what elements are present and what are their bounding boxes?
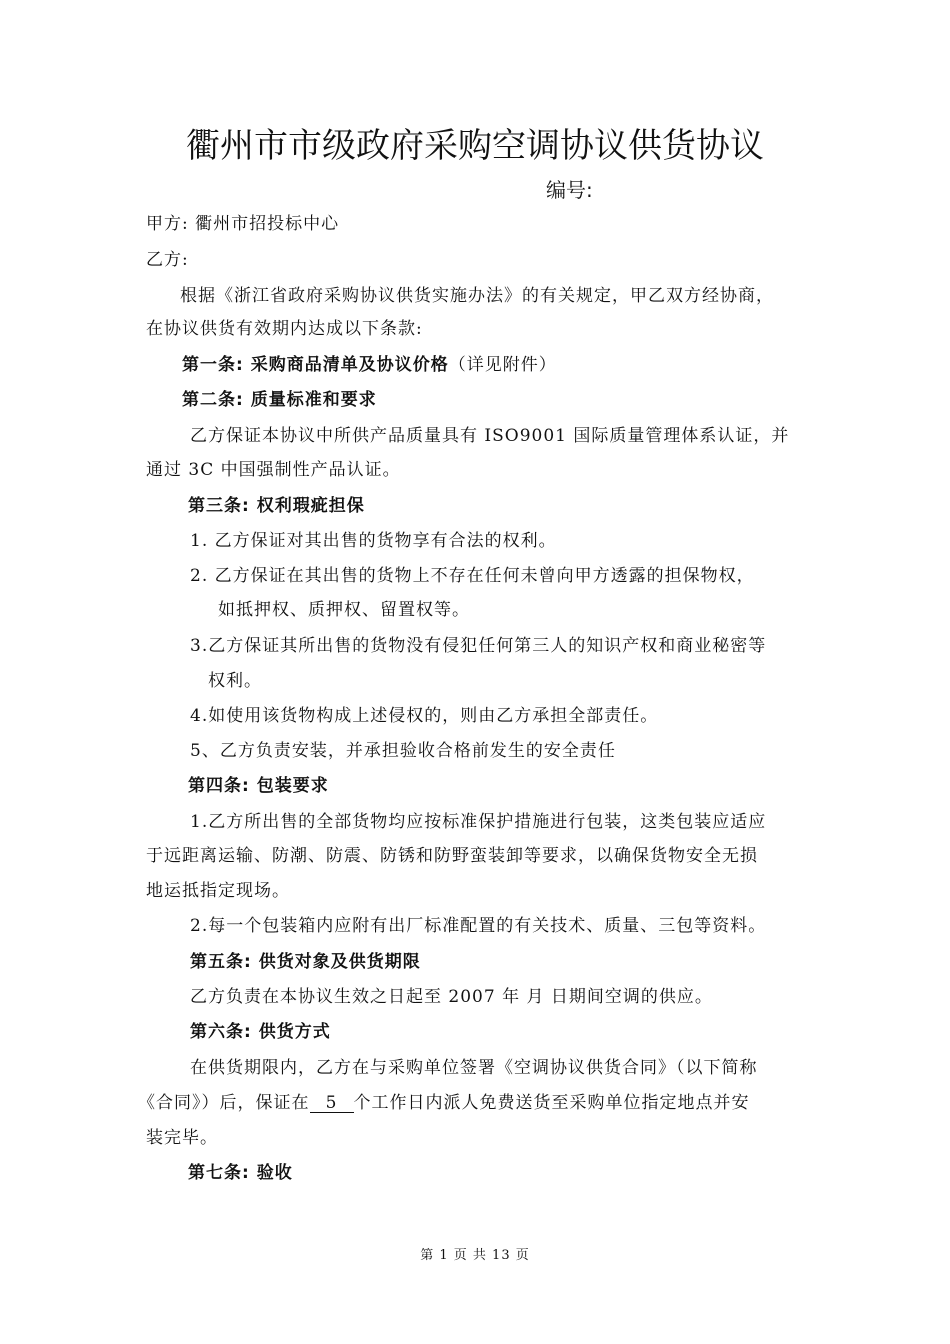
- delivery-days-field: 5: [310, 1094, 354, 1113]
- section-2-heading: 第二条: 质量标准和要求: [182, 390, 377, 410]
- document-title: 衢州市市级政府采购空调协议供货协议: [186, 126, 764, 166]
- party-a: 甲方: 衢州市招投标中心: [146, 214, 340, 234]
- section-3-item-3-line-2: 权利。: [208, 671, 262, 691]
- section-4-heading: 第四条: 包装要求: [188, 776, 329, 796]
- section-4-item-1-line-2: 于远距离运输、防潮、防震、防锈和防野蛮装卸等要求，以确保货物安全无损: [146, 846, 758, 866]
- section-7-heading: 第七条: 验收: [188, 1163, 293, 1183]
- section-1-note: （详见附件）: [448, 355, 557, 375]
- section-3-item-5: 5、乙方负责安装，并承担验收合格前发生的安全责任: [190, 741, 616, 761]
- intro-line-2: 在协议供货有效期内达成以下条款:: [146, 319, 423, 339]
- section-5-line-1: 乙方负责在本协议生效之日起至 2007 年 月 日期间空调的供应。: [190, 987, 713, 1007]
- section-2-line-1: 乙方保证本协议中所供产品质量具有 ISO9001 国际质量管理体系认证，并: [190, 426, 790, 446]
- section-6-line-1: 在供货期限内，乙方在与采购单位签署《空调协议供货合同》（以下简称: [190, 1058, 758, 1078]
- section-3-item-1: 1. 乙方保证对其出售的货物享有合法的权利。: [190, 531, 557, 551]
- section-6-line-2-pre: 《合同》）后，保证在: [138, 1093, 310, 1113]
- section-3-item-4: 4.如使用该货物构成上述侵权的，则由乙方承担全部责任。: [190, 706, 659, 726]
- section-3-item-2-line-2: 如抵押权、质押权、留置权等。: [218, 600, 470, 620]
- section-6-line-3: 装完毕。: [146, 1128, 218, 1148]
- section-4-item-1-line-3: 地运抵指定现场。: [146, 881, 290, 901]
- document-number-label: 编号:: [546, 178, 593, 202]
- section-3-heading: 第三条: 权利瑕疵担保: [188, 496, 365, 516]
- section-3-item-3-line-1: 3.乙方保证其所出售的货物没有侵犯任何第三人的知识产权和商业秘密等: [190, 636, 767, 656]
- section-6-heading: 第六条: 供货方式: [190, 1022, 331, 1042]
- section-2-line-2: 通过 3C 中国强制性产品认证。: [146, 460, 401, 480]
- section-4-item-1-line-1: 1.乙方所出售的全部货物均应按标准保护措施进行包装，这类包装应适应: [190, 812, 767, 832]
- section-3-item-2-line-1: 2. 乙方保证在其出售的货物上不存在任何未曾向甲方透露的担保物权，: [190, 566, 755, 586]
- section-1-title: 第一条: 采购商品清单及协议价格: [182, 355, 449, 375]
- party-b: 乙方:: [146, 250, 189, 270]
- page-footer: 第 1 页 共 13 页: [420, 1248, 530, 1263]
- section-5-heading: 第五条: 供货对象及供货期限: [190, 952, 421, 972]
- section-6-line-2-post: 个工作日内派人免费送货至采购单位指定地点并安: [353, 1093, 750, 1113]
- section-6-line-2: [138, 1092, 750, 1114]
- intro-line-1: 根据《浙江省政府采购协议供货实施办法》的有关规定，甲乙双方经协商，: [180, 286, 774, 306]
- section-1-heading: [182, 354, 557, 376]
- section-4-item-2: 2.每一个包装箱内应附有出厂标准配置的有关技术、质量、三包等资料。: [190, 916, 767, 936]
